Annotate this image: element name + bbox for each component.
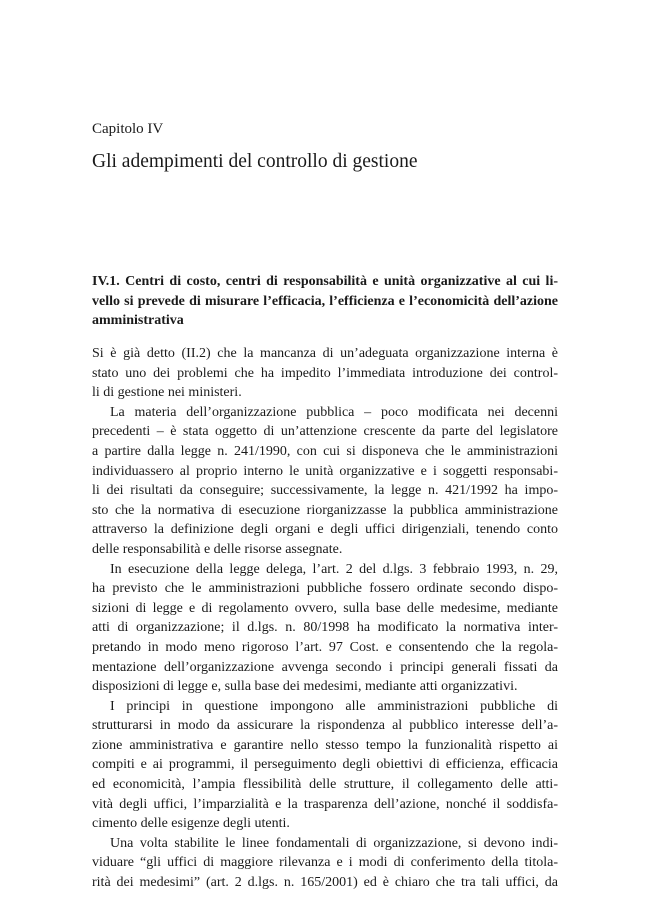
section-heading-line: IV.1. Centri di costo, centri di responsabilità e unità organizzative al cui li- [92,274,558,289]
paragraph-line: sizioni di legge e di regolamento ovvero, sulla base delle medesime, mediante [92,600,558,616]
paragraph-line: stato uno dei problemi che ha impedito l’immediata introduzione dei control- [92,365,558,381]
paragraph-line: li di gestione nei ministeri. [92,385,242,401]
paragraph-line: rità dei medesimi” (art. 2 d.lgs. n. 165/2001) ed è chiaro che tra tali uffici, da [92,875,558,891]
paragraph-line: cimento delle esigenze degli utenti. [92,816,290,832]
paragraph-line: Una volta stabilite le linee fondamentali di organizzazione, si devono indi- [110,835,558,851]
section-heading-line: amministrativa [92,313,184,329]
section-heading-line: vello si prevede di misurare l’efficacia, l’efficienza e l’economicità dell’azione [92,293,558,309]
paragraph-line: In esecuzione della legge delega, l’art. 2 del d.lgs. 3 febbraio 1993, n. 29, [110,561,558,577]
chapter-label: Capitolo IV [92,121,164,137]
paragraph-line: Si è già detto (II.2) che la mancanza di un’adeguata organizzazione interna è [92,346,558,361]
chapter-title: Gli adempimenti del controllo di gestione [92,151,418,172]
paragraph-line: compiti e ai programmi, il perseguimento degli obiettivi di efficienza, efficacia [92,757,558,773]
paragraph-line: delle responsabilità e delle risorse assegnate. [92,541,343,557]
paragraph-line: ed economicità, l’ampia flessibilità delle strutture, il collegamento delle atti- [92,777,558,793]
paragraph-line: pretando in modo meno rigoroso l’art. 97 Cost. e consentendo che la regola- [92,639,558,655]
body-text [92,344,558,893]
paragraph-line: precedenti – è stata oggetto di un’attenzione crescente da parte del legislatore [92,424,558,440]
paragraph-line: a partire dalla legge n. 241/1990, con cui si disponeva che le amministrazioni [92,443,558,459]
paragraph-line: ha previsto che le amministrazioni pubbliche fossero ordinate secondo dispo- [92,581,558,597]
paragraph-line: strutturarsi in modo da assicurare la rispondenza al pubblico interesse dell’a- [92,718,558,734]
paragraph-line: mentazione dell’organizzazione avvenga secondo i principi generali fissati da [92,659,558,675]
paragraph-line: viduare “gli uffici di maggiore rilevanza e i modi di conferimento della titola- [92,855,558,871]
paragraph-line: La materia dell’organizzazione pubblica – poco modificata nei decenni [110,404,558,420]
section-heading [92,272,558,331]
paragraph-line: attraverso la definizione degli organi e degli uffici dirigenziali, tenendo conto [92,522,558,538]
paragraph-line: sto che la normativa di esecuzione riorganizzasse la pubblica amministrazione [92,502,558,518]
paragraph-line: atti di organizzazione; il d.lgs. n. 80/1998 ha modificato la normativa inter- [92,620,558,636]
paragraph-line: disposizioni di legge e, sulla base dei medesimi, mediante atti organizzativi. [92,679,518,695]
paragraph-line: vità degli uffici, l’imparzialità e la trasparenza dell’azione, nonché il soddisfa- [92,796,558,812]
paragraph-line: individuassero al proprio interno le unità organizzative e i soggetti responsabi- [92,463,558,479]
paragraph-line: I principi in questione impongono alle amministrazioni pubbliche di [110,698,558,714]
paragraph-line: li dei risultati da conseguire; successivamente, la legge n. 421/1992 ha impo- [92,483,558,499]
paragraph-line: zione amministrativa e garantire nello stesso tempo la funzionalità rispetto ai [92,737,558,753]
